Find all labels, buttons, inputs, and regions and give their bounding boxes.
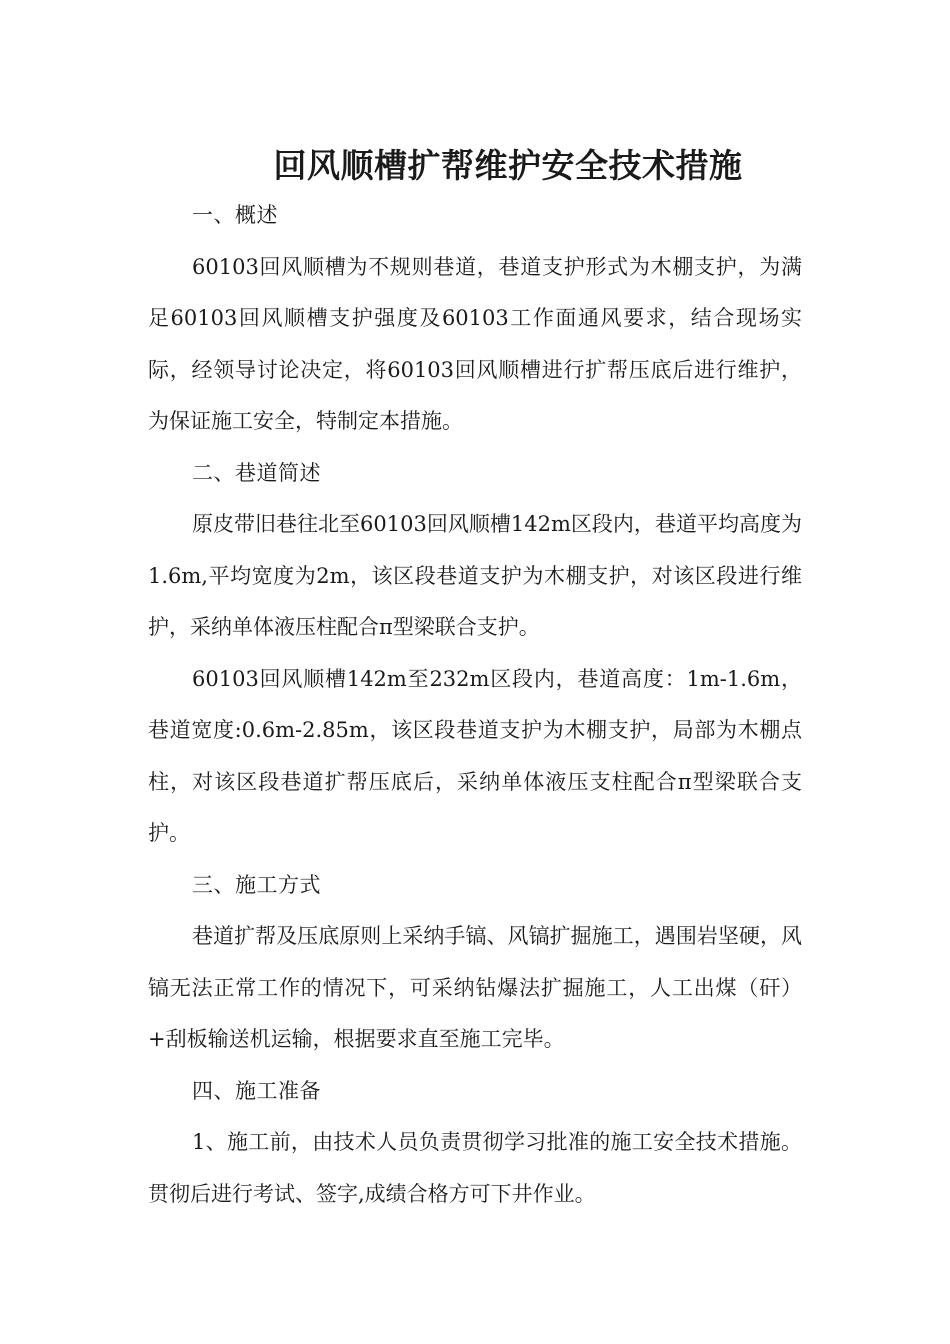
paragraph-preparation-1: 1、施工前，由技术人员负责贯彻学习批准的施工安全技术措施。贯彻后进行考试、签字,成绩合格方可下井作业。 [148,1130,802,1206]
paragraph-construction-method: 巷道扩帮及压底原则上采纳手镐、风镐扩掘施工，遇围岩坚硬，风镐无法正常工作的情况下，可采纳钻爆法扩掘施工，人工出煤（矸）+刮板输送机运输，根据要求直至施工完毕。 [148,924,802,1051]
section-heading-construction-method: 三、施工方式 [192,872,321,897]
paragraph-roadway-segment-1: 原皮带旧巷往北至60103回风顺槽142m区段内，巷道平均高度为1.6m,平均宽度为2m，该区段巷道支护为木棚支护，对该区段进行维护，采纳单体液压柱配合π型梁联合支护。 [148,512,802,639]
document-title: 回风顺槽扩帮维护安全技术措施 [273,146,743,186]
section-heading-overview: 一、概述 [192,203,278,227]
section-heading-roadway-description: 二、巷道简述 [192,460,321,485]
section-heading-preparation: 四、施工准备 [192,1078,321,1103]
paragraph-roadway-segment-2: 60103回风顺槽142m至232m区段内，巷道高度：1m-1.6m，巷道宽度:0.6m-2.85m，该区段巷道支护为木棚支护，局部为木棚点柱，对该区段巷道扩帮压底后，采纳单体液压支柱配合π型梁联合支护。 [148,666,802,845]
document-body [148,190,802,1220]
paragraph-overview: 60103回风顺槽为不规则巷道，巷道支护形式为木棚支护，为满足60103回风顺槽支护强度及60103工作面通风要求，结合现场实际，经领导讨论决定，将60103回风顺槽进行扩帮压底后进行维护，为保证施工安全，特制定本措施。 [148,254,802,433]
